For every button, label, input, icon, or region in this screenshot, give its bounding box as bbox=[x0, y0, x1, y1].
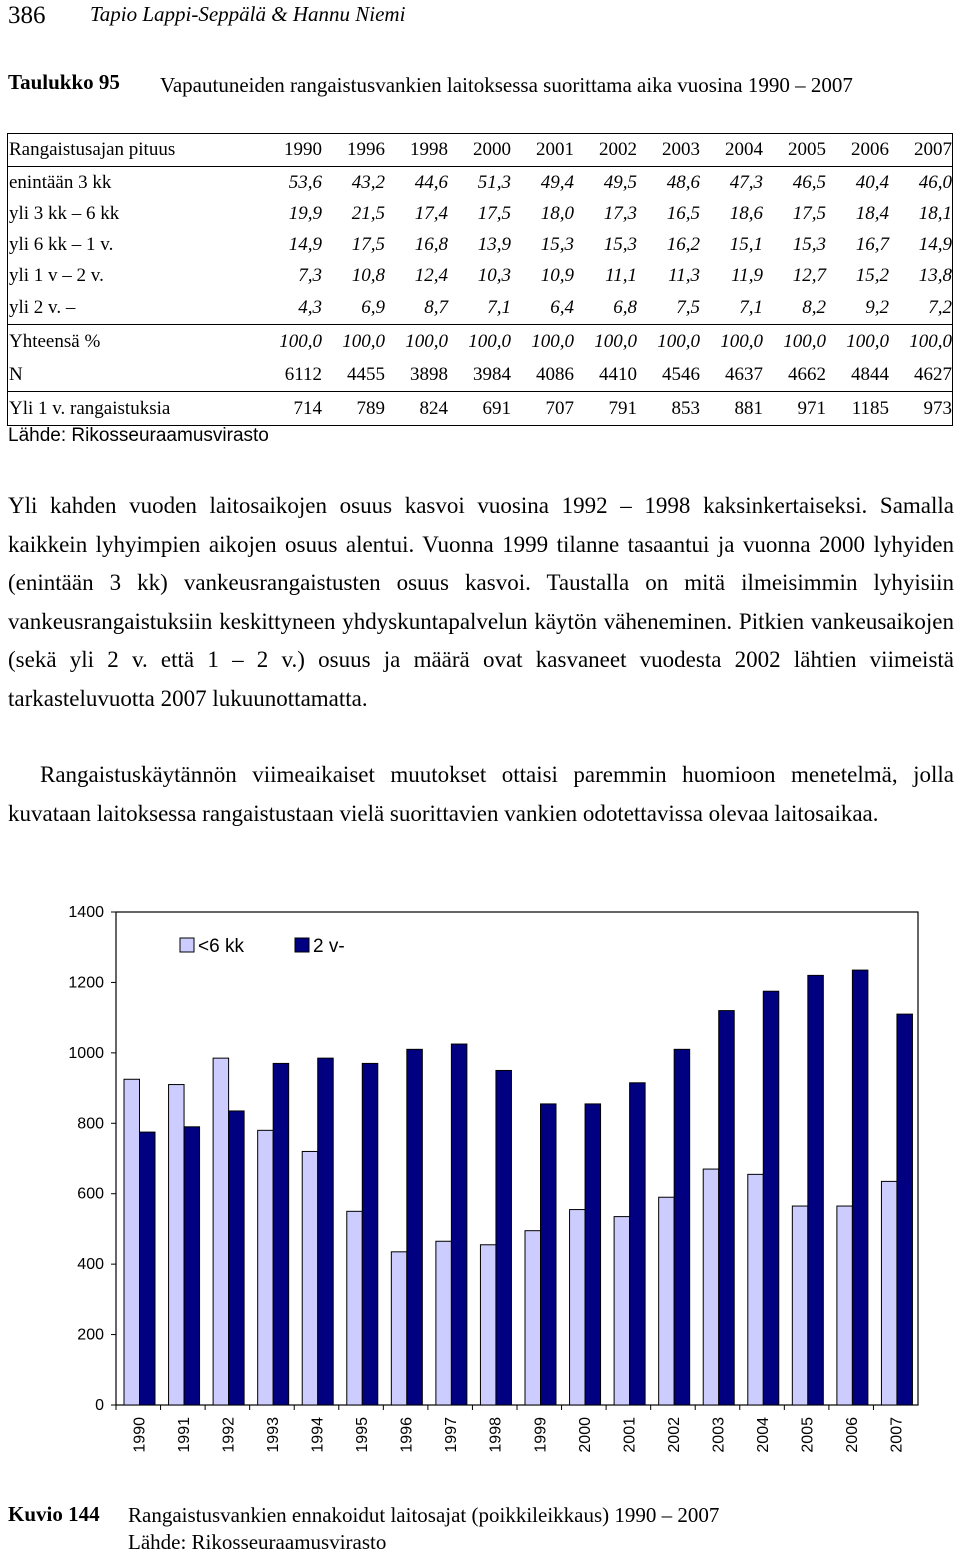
table-cell: 18,0 bbox=[540, 202, 574, 224]
y-tick-label: 1400 bbox=[68, 904, 104, 921]
table-cell: 7,1 bbox=[449, 291, 512, 325]
bar-short bbox=[347, 1211, 363, 1405]
legend-label: <6 kk bbox=[198, 936, 244, 957]
table-cell: 18,1 bbox=[918, 202, 952, 224]
table-cell: 16,7 bbox=[855, 233, 889, 255]
x-tick-label: 1997 bbox=[443, 1417, 461, 1453]
table-cell: 18,6 bbox=[729, 202, 763, 224]
x-tick-label: 1990 bbox=[131, 1417, 149, 1453]
table-cell: 100,0 bbox=[720, 331, 763, 352]
table-cell: 10,9 bbox=[540, 264, 574, 286]
table-cell: 6112 bbox=[260, 359, 323, 392]
row-label: yli 2 v. – bbox=[7, 291, 260, 325]
table-cell: 15,2 bbox=[855, 264, 889, 286]
x-tick-label: 2001 bbox=[621, 1417, 639, 1453]
bar-long bbox=[451, 1044, 467, 1405]
year-header: 1998 bbox=[386, 134, 449, 167]
table-cell: 6,9 bbox=[323, 291, 386, 325]
bar-long bbox=[897, 1014, 913, 1405]
table-row bbox=[7, 260, 953, 291]
bar-long bbox=[808, 975, 824, 1405]
table-cell: 7,2 bbox=[890, 291, 953, 325]
table-header-row bbox=[7, 134, 953, 167]
row-label: enintään 3 kk bbox=[9, 171, 112, 193]
table-cell: 17,3 bbox=[603, 202, 637, 224]
bar-long bbox=[362, 1063, 378, 1405]
table-cell: 6,8 bbox=[575, 291, 638, 325]
running-head: Tapio Lappi-Seppälä & Hannu Niemi bbox=[90, 2, 406, 26]
figure-label: Kuvio 144 bbox=[8, 1502, 100, 1526]
bar-short bbox=[703, 1169, 719, 1405]
table-cell: 100,0 bbox=[909, 331, 952, 352]
year-header: 2003 bbox=[638, 134, 701, 167]
table-cell: 16,5 bbox=[666, 202, 700, 224]
bar-long bbox=[719, 1011, 735, 1405]
page-number: 386 bbox=[8, 2, 46, 29]
table-cell: 100,0 bbox=[342, 331, 385, 352]
table-cell: 19,9 bbox=[288, 202, 322, 224]
table-cell: 4455 bbox=[323, 359, 386, 392]
table-cell: 824 bbox=[386, 392, 449, 426]
year-header: 2002 bbox=[575, 134, 638, 167]
bar-short bbox=[837, 1206, 853, 1405]
x-tick-label: 1992 bbox=[220, 1417, 238, 1453]
y-tick-label: 600 bbox=[77, 1185, 104, 1203]
table-cell: 973 bbox=[890, 392, 953, 426]
x-tick-label: 1998 bbox=[487, 1417, 505, 1453]
bar-short bbox=[525, 1231, 541, 1405]
table-cell: 51,3 bbox=[477, 171, 511, 193]
bar-short bbox=[748, 1174, 764, 1405]
bar-short bbox=[436, 1241, 452, 1405]
y-tick-label: 200 bbox=[77, 1326, 104, 1344]
table-cell: 789 bbox=[323, 392, 386, 426]
body-paragraph-2: Rangaistuskäytännön viimeaikaiset muutokset ottaisi paremmin huomioon menetelmä, jolla kuvataan laitoksessa rangaistustaan vielä suorittavien vankien odotettavissa olevaa laitosaikaa. bbox=[8, 762, 954, 826]
bar-short bbox=[258, 1130, 274, 1405]
table-cell: 100,0 bbox=[531, 331, 574, 352]
table-cell: 16,8 bbox=[414, 233, 448, 255]
bar-long bbox=[674, 1049, 690, 1405]
table-cell: 17,5 bbox=[477, 202, 511, 224]
table-cell: 15,3 bbox=[792, 233, 826, 255]
table-cell: 4844 bbox=[827, 359, 890, 392]
year-header: 2000 bbox=[449, 134, 512, 167]
figure-caption bbox=[128, 1502, 719, 1556]
table-cell: 12,4 bbox=[414, 264, 448, 286]
figure-caption-title: Rangaistusvankien ennakoidut laitosajat (poikkileikkaus) 1990 – 2007 bbox=[128, 1503, 720, 1527]
table-cell: 7,5 bbox=[638, 291, 701, 325]
bar-long bbox=[585, 1104, 601, 1405]
table-cell: 49,5 bbox=[603, 171, 637, 193]
x-tick-label: 1996 bbox=[398, 1417, 416, 1453]
table-cell: 11,1 bbox=[605, 264, 637, 286]
x-tick-label: 1999 bbox=[532, 1417, 550, 1453]
y-tick-label: 0 bbox=[95, 1397, 104, 1414]
table-cell: 49,4 bbox=[540, 171, 574, 193]
y-tick-label: 800 bbox=[77, 1115, 104, 1133]
table-cell: 4627 bbox=[890, 359, 953, 392]
x-tick-label: 2006 bbox=[844, 1417, 862, 1453]
table-cell: 853 bbox=[638, 392, 701, 426]
table-cell: 100,0 bbox=[846, 331, 889, 352]
year-header: 2001 bbox=[512, 134, 575, 167]
bar-short bbox=[659, 1197, 675, 1405]
bar-long bbox=[273, 1063, 289, 1405]
body-paragraph-1: Yli kahden vuoden laitosaikojen osuus kasvoi vuosina 1992 – 1998 kaksinkertaiseksi. Samalla kaikkein lyhyimpien aikojen osuus alentui. Vuonna 1999 tilanne tasaantui ja vuonna 2000 lyhyiden (enintään 3 kk) vankeusrangaistusten osuus kasvoi. Taustalla on mitä ilmeisimmin lyhyisiin vankeusrangaistuksiin keskittyneen yhdyskuntapalvelun käytön väheneminen. Pitkien vankeusaikojen (sekä yli 2 v. että 1 – 2 v.) osuus ja määrä ovat kasvaneet vuodesta 2002 lähtien viimeistä tarkasteluvuotta 2007 lukuunottamatta. bbox=[8, 493, 954, 711]
table-cell: 48,6 bbox=[666, 171, 700, 193]
table-cell: 46,5 bbox=[792, 171, 826, 193]
bar-short bbox=[881, 1181, 897, 1405]
x-tick-label: 2007 bbox=[888, 1417, 906, 1453]
bar-short bbox=[213, 1058, 229, 1405]
table-cell: 100,0 bbox=[657, 331, 700, 352]
y-tick-label: 1200 bbox=[68, 974, 104, 992]
table-cell: 4,3 bbox=[260, 291, 323, 325]
x-tick-label: 1993 bbox=[264, 1417, 282, 1453]
year-header: 2007 bbox=[890, 134, 953, 167]
bar-short bbox=[169, 1085, 185, 1405]
table-cell: 881 bbox=[701, 392, 764, 426]
total-row bbox=[7, 325, 953, 360]
table-cell: 100,0 bbox=[279, 331, 322, 352]
x-tick-label: 1994 bbox=[309, 1417, 327, 1453]
legend-swatch bbox=[295, 938, 309, 952]
bar-chart bbox=[0, 890, 960, 1480]
table-cell: 12,7 bbox=[792, 264, 826, 286]
table-cell: 47,3 bbox=[729, 171, 763, 193]
table-cell: 40,4 bbox=[855, 171, 889, 193]
bar-short bbox=[570, 1210, 586, 1405]
table-cell: 100,0 bbox=[405, 331, 448, 352]
legend-swatch bbox=[180, 938, 194, 952]
x-tick-label: 2003 bbox=[710, 1417, 728, 1453]
row-label: yli 3 kk – 6 kk bbox=[9, 202, 120, 224]
table-cell: 100,0 bbox=[783, 331, 826, 352]
table-cell: 4410 bbox=[575, 359, 638, 392]
table-cell: 17,5 bbox=[351, 233, 385, 255]
table-row bbox=[7, 198, 953, 229]
table-cell: 971 bbox=[764, 392, 827, 426]
table-cell: 8,7 bbox=[386, 291, 449, 325]
table-cell: 11,3 bbox=[668, 264, 700, 286]
table-cell: 21,5 bbox=[351, 202, 385, 224]
year-header: 2005 bbox=[764, 134, 827, 167]
table-border-left bbox=[7, 133, 8, 425]
table-cell: 10,3 bbox=[477, 264, 511, 286]
y-tick-label: 1000 bbox=[68, 1044, 104, 1062]
table-cell: 44,6 bbox=[414, 171, 448, 193]
year-header: 2006 bbox=[827, 134, 890, 167]
table-cell: 16,2 bbox=[666, 233, 700, 255]
table-cell: 7,1 bbox=[701, 291, 764, 325]
table-cell: 3984 bbox=[449, 359, 512, 392]
x-tick-label: 2000 bbox=[576, 1417, 594, 1453]
x-tick-label: 1991 bbox=[175, 1417, 193, 1453]
row-label: Rangaistusajan pituus bbox=[7, 134, 260, 167]
table-cell: 14,9 bbox=[918, 233, 952, 255]
bar-long bbox=[407, 1049, 423, 1405]
x-tick-label: 2004 bbox=[755, 1417, 773, 1453]
table-cell: 15,3 bbox=[540, 233, 574, 255]
table-cell: 6,4 bbox=[512, 291, 575, 325]
table-cell: 4662 bbox=[764, 359, 827, 392]
x-tick-label: 1995 bbox=[354, 1417, 372, 1453]
row-label: Yhteensä % bbox=[9, 331, 101, 352]
bar-short bbox=[124, 1079, 140, 1405]
table-cell: 18,4 bbox=[855, 202, 889, 224]
bar-long bbox=[184, 1127, 200, 1405]
table-row bbox=[7, 229, 953, 260]
bar-long bbox=[630, 1083, 646, 1405]
row-label: yli 1 v – 2 v. bbox=[9, 264, 104, 286]
year-header: 1990 bbox=[260, 134, 323, 167]
table-row bbox=[7, 291, 953, 325]
table-cell: 9,2 bbox=[827, 291, 890, 325]
bar-short bbox=[792, 1206, 808, 1405]
table-cell: 8,2 bbox=[764, 291, 827, 325]
row-label: N bbox=[7, 359, 260, 392]
table-cell: 13,9 bbox=[477, 233, 511, 255]
year-header: 1996 bbox=[323, 134, 386, 167]
table-cell: 15,3 bbox=[603, 233, 637, 255]
table-cell: 13,8 bbox=[918, 264, 952, 286]
table-cell: 3898 bbox=[386, 359, 449, 392]
table-label: Taulukko 95 bbox=[8, 70, 120, 94]
table-cell: 7,3 bbox=[298, 264, 322, 286]
table-row bbox=[7, 167, 953, 199]
table-source: Lähde: Rikosseuraamusvirasto bbox=[8, 425, 269, 446]
table-cell: 43,2 bbox=[351, 171, 385, 193]
legend-label: 2 v- bbox=[313, 936, 345, 957]
table-cell: 791 bbox=[575, 392, 638, 426]
table-cell: 691 bbox=[449, 392, 512, 426]
table-cell: 100,0 bbox=[468, 331, 511, 352]
bar-long bbox=[140, 1132, 156, 1405]
y-tick-label: 400 bbox=[77, 1256, 104, 1274]
table-cell: 15,1 bbox=[729, 233, 763, 255]
table-cell: 4086 bbox=[512, 359, 575, 392]
year-header: 2004 bbox=[701, 134, 764, 167]
table-cell: 707 bbox=[512, 392, 575, 426]
x-tick-label: 2005 bbox=[799, 1417, 817, 1453]
table-cell: 17,5 bbox=[792, 202, 826, 224]
bar-short bbox=[614, 1217, 630, 1405]
x-tick-label: 2002 bbox=[665, 1417, 683, 1453]
bar-long bbox=[763, 991, 779, 1405]
table-cell: 1185 bbox=[827, 392, 890, 426]
row-label: yli 6 kk – 1 v. bbox=[9, 233, 114, 255]
table-cell: 14,9 bbox=[288, 233, 322, 255]
figure-caption-source: Lähde: Rikosseuraamusvirasto bbox=[128, 1530, 387, 1554]
bar-short bbox=[480, 1245, 496, 1405]
table-cell: 4546 bbox=[638, 359, 701, 392]
table-cell: 53,6 bbox=[288, 171, 322, 193]
table-cell: 46,0 bbox=[918, 171, 952, 193]
data-table bbox=[7, 133, 953, 426]
bar-long bbox=[496, 1070, 512, 1405]
table-cell: 100,0 bbox=[594, 331, 637, 352]
table-cell: 4637 bbox=[701, 359, 764, 392]
table-cell: 17,4 bbox=[414, 202, 448, 224]
table-cell: 11,9 bbox=[731, 264, 763, 286]
bar-long bbox=[318, 1058, 334, 1405]
row-label: Yli 1 v. rangaistuksia bbox=[7, 392, 260, 426]
table-caption: Vapautuneiden rangaistusvankien laitoksessa suorittama aika vuosina 1990 – 2007 bbox=[160, 73, 853, 97]
bar-long bbox=[541, 1104, 557, 1405]
over-one-year-row bbox=[7, 392, 953, 426]
bar-short bbox=[391, 1252, 407, 1405]
table-cell: 714 bbox=[260, 392, 323, 426]
bar-short bbox=[302, 1151, 318, 1405]
bar-long bbox=[229, 1111, 245, 1405]
bar-long bbox=[852, 970, 868, 1405]
table-cell: 10,8 bbox=[351, 264, 385, 286]
table-border-right bbox=[952, 133, 953, 425]
n-row bbox=[7, 359, 953, 392]
